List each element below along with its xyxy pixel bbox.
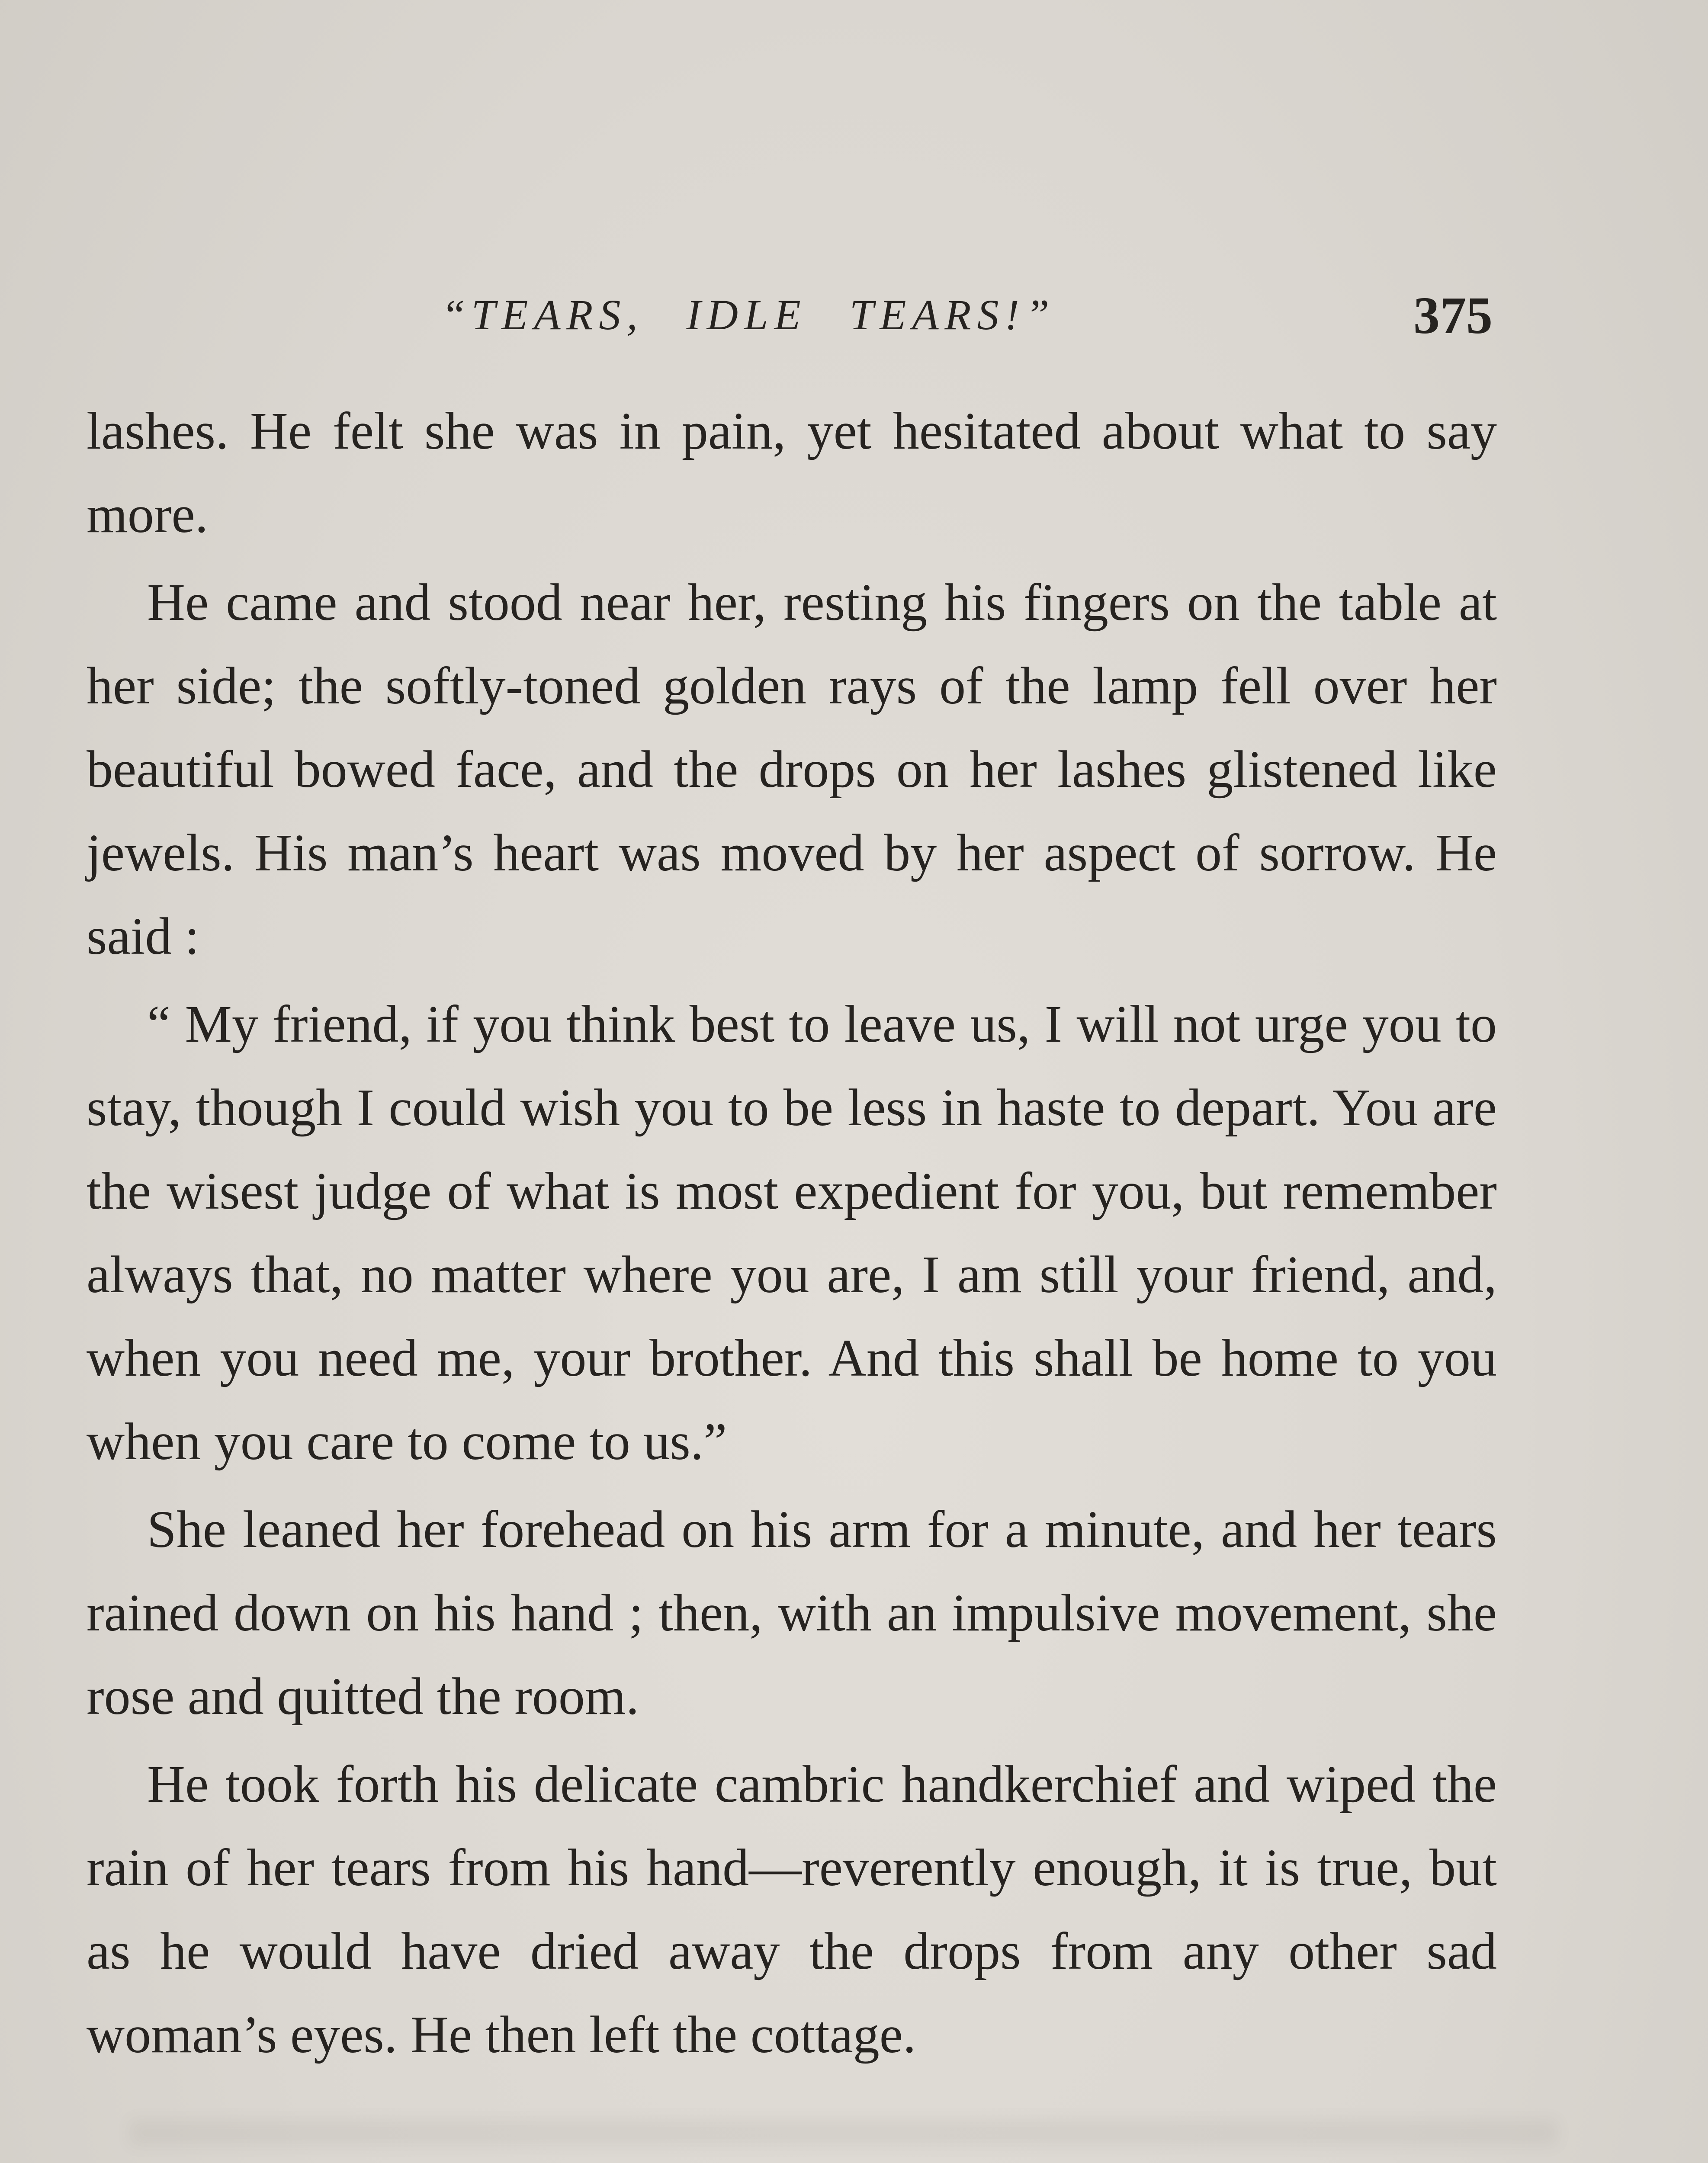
paragraph: lashes. He felt she was in pain, yet hesitated about what to say more. xyxy=(87,402,1497,544)
paragraph: He took forth his delicate cambric handkerchief and wiped the rain of her tears from his hand—reverently enough, it is true, but as he would have dried away the drops from any other sad woman’s eyes. He then left the cottage. xyxy=(87,1755,1497,2064)
show-through-text xyxy=(130,2120,1557,2163)
paragraph: “ My friend, if you think best to leave us, I will not urge you to stay, though I could wish you to be less in haste to depart. You are the wisest judge of what is most expedient for you, but remember always that, no matter where you are, I am still your friend, and, when you need me, your brother. And this shall be home to you when you care to come to us.” xyxy=(87,995,1497,1471)
page-number: 375 xyxy=(1413,286,1493,345)
running-head xyxy=(87,277,1493,363)
chapter-title: “TEARS, IDLE TEARS!” xyxy=(441,291,1056,339)
paragraph: She leaned her forehead on his arm for a minute, and her tears rained down on his hand ; then, with an impulsive movement, she rose and quitted the room. xyxy=(87,1500,1497,1726)
paragraph: He came and stood near her, resting his fingers on the table at her side; the softly-toned golden rays of the lamp fell over her beautiful bowed face, and the drops on her lashes glistened like jewels. His man’s heart was moved by her aspect of sorrow. He said : xyxy=(87,573,1497,966)
body-text xyxy=(87,389,1497,2081)
